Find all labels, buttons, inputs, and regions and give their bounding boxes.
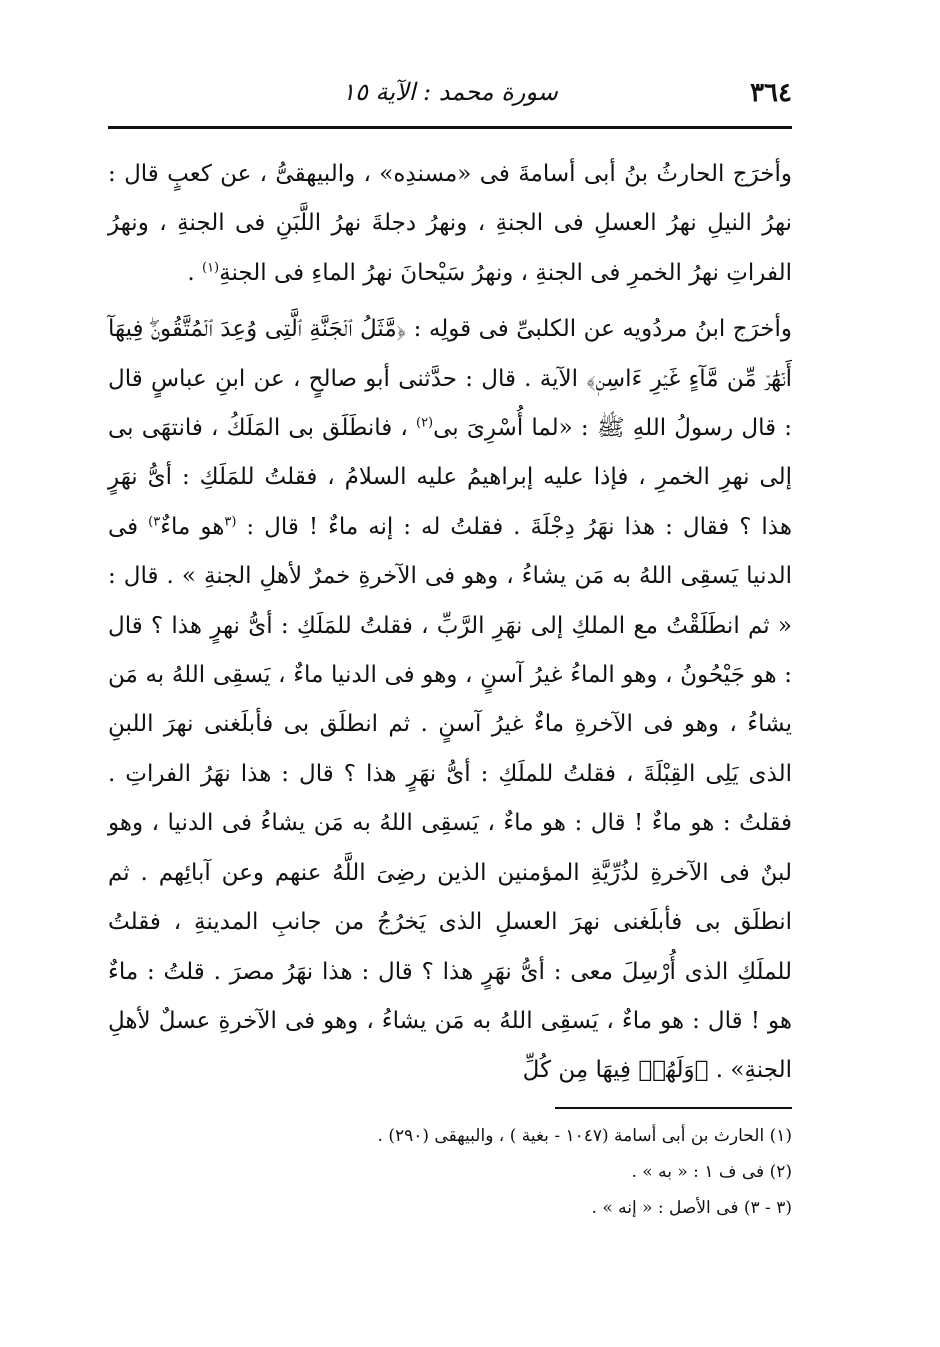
paragraph-2 — [108, 305, 792, 1096]
footnote-marker: ٣) — [148, 514, 161, 530]
paragraph-text: وأخرَج ابنُ مردُويه عن الكلبىِّ فى قولِه : ﴿مَّثَلُ ٱلۡجَنَّةِ ٱلَّتِى وُعِدَ ٱلۡمُتَّقُونَۖ فِيهَآ أَنۡهَٰرٞ مِّن مَّآءٍ غَيۡرِ ءَاسِنٖ﴾ الآية . قال : حدَّثنى أبو صالحٍ ، عن ابنِ عباسٍ قال : قال رسولُ اللهِ ﷺ : «لما أُسْرِىَ بى — [108, 316, 793, 442]
footnote-2: (٢) فى ف ١ : « به » . — [631, 1162, 792, 1182]
running-head: سورة محمد : الآية ١٥ — [342, 78, 558, 106]
page-number: ٣٦٤ — [750, 78, 792, 108]
footnote-3: (٣ - ٣) فى الأصل : « إنه » . — [591, 1198, 792, 1218]
paragraph-text: . — [187, 259, 202, 286]
header-rule — [108, 126, 792, 129]
main-text — [108, 150, 792, 1096]
footnote-marker: (٢) — [415, 415, 434, 431]
paragraph-text: فى الدنيا يَسقِى اللهُ به مَن يشاءُ ، وهو فى الآخرةِ خمرٌ لأهلِ الجنةِ » . قال : « ثم انطَلَقْتُ مع الملكِ إلى نهَرِ الرَّبِّ ، فقلتُ للمَلَكِ : أىُّ نهرٍ هذا ؟ قال : هو جَيْحُونُ ، وهو الماءُ غيرُ آسنٍ ، وهو فى الدنيا ماءٌ ، يَسقِى اللهُ به مَن يشاءُ ، وهو فى الآخرةِ ماءٌ غيرُ آسنٍ . ثم انطلَق بى فأبلَغنى نهرَ اللبنِ الذى يَلِى القِبْلَةَ ، فقلتُ للملَكِ : أىُّ نهَرٍ هذا ؟ قال : هذا نهَرُ الفراتِ . فقلتُ : هو ماءٌ ! قال : هو ماءٌ ، يَسقِى اللهُ به مَن يشاءُ فى الدنيا ، وهو لبنٌ فى الآخرةِ لذُرِّيَّةِ المؤمنين الذين رضِىَ اللَّهُ عنهم وعن آبائِهم . ثم انطلَق بى فأبلَغنى نهرَ العسلِ الذى يَخرُجُ من جانبِ المدينةِ ، فقلتُ للملَكِ الذى أُرْسِلَ معى : أىُّ نهَرٍ هذا ؟ قال : هذا نهَرُ مصرَ . قلتُ : ماءٌ هو ! قال : هو ماءٌ ، يَسقِى اللهُ به مَن يشاءُ ، وهو فى الآخرةِ عسلٌ لأهلِ الجنةِ» . ﴿وَلَهُمۡ فِيهَا مِن كُلِّ — [108, 513, 792, 1084]
footnotes — [108, 1118, 792, 1226]
paragraph-text: ، فانطَلَق بى المَلَكُ ، فانتهَى بى إلى نهرِ الخمرِ ، فإذا عليه إبراهيمُ عليه السلامُ ، فقلتُ للمَلَكِ : أىُّ نهَرٍ هذا ؟ فقال : هذا نهَرُ دِجْلَةَ . فقلتُ له : إنه ماءٌ ! قال : — [108, 415, 792, 540]
footnote-marker: (٣ — [224, 514, 237, 530]
paragraph-1 — [108, 150, 792, 298]
footnote-marker: (١) — [201, 260, 220, 276]
footnote-1: (١) الحارث بن أبى أسامة (١٠٤٧ - بغية ) ، والبيهقى (٢٩٠) . — [377, 1126, 792, 1146]
page-header — [108, 70, 792, 120]
paragraph-text: هو ماءٌ — [160, 513, 225, 540]
footnote-rule — [555, 1107, 792, 1109]
paragraph-text: وأخرَج الحارثُ بنُ أبى أسامةَ فى «مسندِه» ، والبيهقىُّ ، عن كعبٍ قال : نهرُ النيلِ نهرُ العسلِ فى الجنةِ ، ونهرُ دجلةَ نهرُ اللَّبَنِ فى الجنةِ ، ونهرُ الفراتِ نهرُ الخمرِ فى الجنةِ ، ونهرُ سَيْحانَ نهرُ الماءِ فى الجنةِ — [108, 161, 792, 286]
